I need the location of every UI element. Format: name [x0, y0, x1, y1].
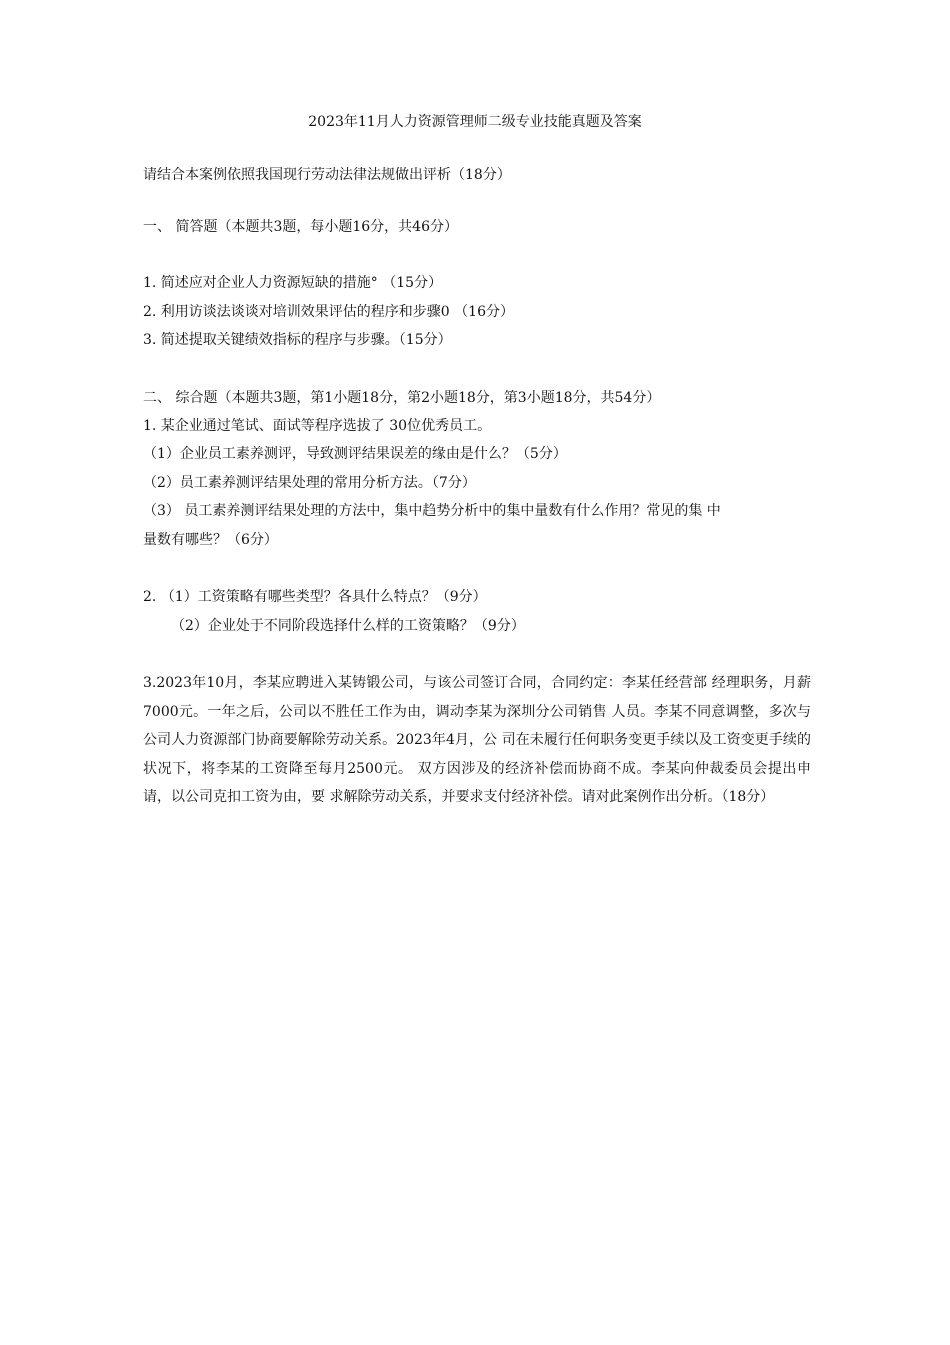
section1-item-1: 1. 简述应对企业人力资源短缺的措施° （15分）	[143, 275, 443, 291]
q3-case-paragraph: 3.2023年10月，李某应聘进入某铸锻公司，与该公司签订合同，合同约定：李某任经营部 经理职务，月薪7000元。一年之后，公司以不胜任工作为由，调动李某为深圳分公司销售 人员。李某不同意调整，多次与公司人力资源部门协商要解除劳动关系。2023年4月，公 司在未履行任何职务变更手续以及工资变更手续的状况下，将李某的工资降至每月2500元。 双方因涉及的经济补偿而协商不成。李某向仲裁委员会提出申请，以公司克扣工资为由，要 求解除劳动关系，并要求支付经济补偿。请对此案例作出分析。（18分）	[143, 675, 811, 805]
q2-line2: （2）企业处于不同阶段选择什么样的工资策略？（9分）	[171, 618, 525, 634]
document-title: 2023年11月人力资源管理师二级专业技能真题及答案	[308, 114, 642, 130]
q2-line1: 2. （1）工资策略有哪些类型？各具什么特点？（9分）	[143, 589, 487, 605]
q1-sub3-line1: （3） 员工素养测评结果处理的方法中，集中趋势分析中的集中量数有什么作用？常见的集 中	[143, 503, 721, 519]
q1-sub3-line2: 量数有哪些？（6分）	[143, 532, 278, 548]
section1-item-2: 2. 利用访谈法谈谈对培训效果评估的程序和步骤0 （16分）	[143, 304, 514, 320]
q1-sub1: （1）企业员工素养测评，导致测评结果误差的缘由是什么？（5分）	[143, 446, 567, 462]
section1-heading: 一、 简答题（本题共3题，每小题16分，共46分）	[143, 219, 458, 235]
intro-text: 请结合本案例依照我国现行劳动法律法规做出评析（18分）	[143, 167, 511, 183]
q1-stem: 1. 某企业通过笔试、面试等程序选拔了 30位优秀员工。	[143, 418, 492, 434]
section2-heading: 二、 综合题（本题共3题，第1小题18分，第2小题18分，第3小题18分，共54分）	[143, 390, 661, 406]
q1-sub2: （2）员工素养测评结果处理的常用分析方法。（7分）	[143, 475, 476, 491]
section1-item-3: 3. 简述提取关键绩效指标的程序与步骤。（15分）	[143, 332, 452, 348]
